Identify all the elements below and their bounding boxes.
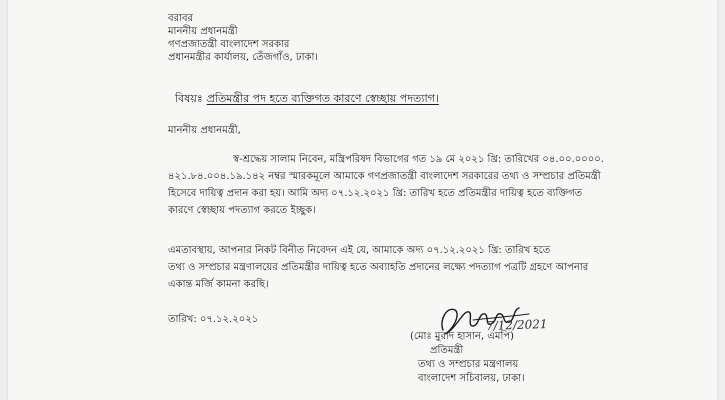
signatory-ministry: তথ্য ও সম্প্রচার মন্ত্রণালয় xyxy=(418,359,519,370)
letter-date: তারিখ: ০৭.১২.২০২১ xyxy=(168,314,259,325)
paragraph-1-line-4: কারণে স্বেচ্ছায় পদত্যাগ করতে ইচ্ছুক। xyxy=(168,205,316,216)
paragraph-1-line-2: ৪২১.৮৪.০০৪.১৯.১৪২ নম্বর স্মারকমূলে আমাকে গণপ্রজাতন্ত্রী বাংলাদেশ সরকারের তথ্য ও সম্প্রচার প্রতিমন্ত্রী xyxy=(168,171,601,182)
signature-date: 7/12/2021 xyxy=(485,316,548,334)
salutation: মাননীয় প্রধানমন্ত্রী, xyxy=(168,125,241,136)
signatory-title: প্রতিমন্ত্রী xyxy=(430,345,464,356)
address-line-1: বরাবর xyxy=(168,13,194,24)
paragraph-2-line-1: এমতাবস্থায়, আপনার নিকট বিনীত নিবেদন এই যে, আমাকে অদ্য ০৭.১২.২০২১ খ্রি: তারিখ হতে xyxy=(168,245,551,256)
paragraph-1-line-3: হিসেবে দায়িত্ব প্রদান করা হয়। আমি অদ্য ০৭.১২.২০২১ খ্রি: তারিখ হতে প্রতিমন্ত্রীর দায়িত্ব হতে ব্যক্তিগত xyxy=(168,188,583,199)
paragraph-2-line-2: তথ্য ও সম্প্রচার মন্ত্রণালয়ের প্রতিমন্ত্রীর দায়িত্ব হতে অব্যাহতি প্রদানের লক্ষ্যে পদত্যাগ পত্রটি গ্রহণে আপনার xyxy=(168,262,589,273)
paragraph-1-line-1: স্ব-শ্রদ্ধেয় সালাম নিবেন, মন্ত্রিপরিষদ বিভাগের গত ১৯ মে ২০২১ খ্রি: তারিখের ০৪.০০.০০০০. xyxy=(233,154,604,165)
paragraph-2-line-3: একান্ত মর্জি কামনা করছি। xyxy=(168,279,269,290)
address-line-4: প্রধানমন্ত্রীর কার্যালয়, তেঁজগাঁও, ঢাকা। xyxy=(168,52,318,63)
subject-text: প্রতিমন্ত্রীর পদ হতে ব্যক্তিগত কারণে স্বেচ্ছায় পদত্যাগ। xyxy=(206,92,439,105)
address-line-2: মাননীয় প্রধানমন্ত্রী xyxy=(168,26,238,37)
signatory-office: বাংলাদেশ সচিবালয়, ঢাকা। xyxy=(418,373,525,384)
letter-page xyxy=(8,0,717,400)
address-line-3: গণপ্রজাতন্ত্রী বাংলাদেশ সরকার xyxy=(168,39,290,50)
signatory-name: (মোঃ মুরাদ হাসান, এমপি) xyxy=(410,331,515,342)
subject-line xyxy=(175,92,439,105)
subject-label: বিষয়ঃ xyxy=(175,92,203,105)
